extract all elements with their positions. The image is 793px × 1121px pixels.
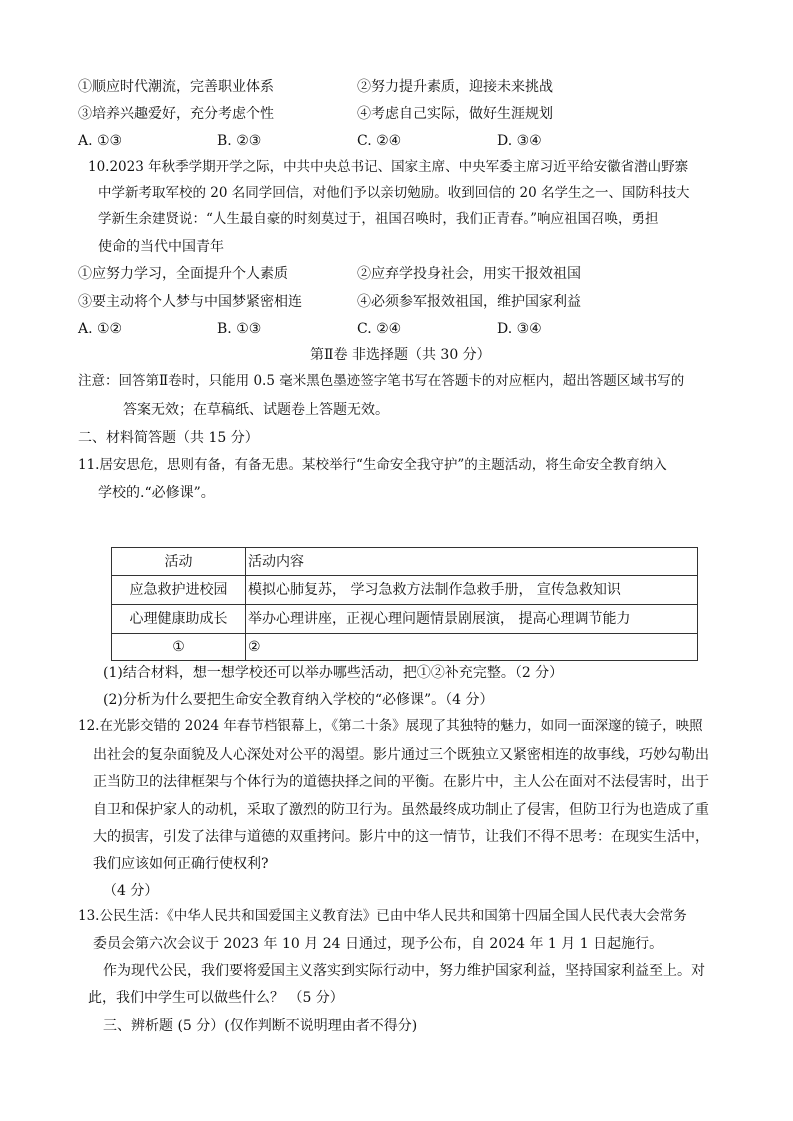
table-cell-activity: 应急救护进校园	[112, 576, 246, 604]
table-row	[112, 634, 697, 660]
activity-table	[111, 547, 698, 661]
section-2-title: 第Ⅱ卷 非选择题（共 30 分）	[310, 347, 491, 363]
q10-option-4: ④必须参军报效祖国，维护国家利益	[357, 294, 581, 310]
q13-stem-line-2: 委员会第六次会议于 2023 年 10 月 24 日通过，现予公布，自 2024 年 1 月 1 日起施行。	[93, 936, 664, 952]
q9-option-4: ④考虑自己实际，做好生涯规划	[357, 106, 553, 122]
q9-option-1: ①顺应时代潮流，完善职业体系	[78, 79, 274, 95]
q10-option-2: ②应弃学投身社会，用实干报效祖国	[357, 266, 581, 282]
q13-stem-line-1: 13.公民生活：《中华人民共和国爱国主义教育法》已由中华人民共和国第十四届全国人民代表大会常务	[78, 908, 687, 924]
q12-stem-line-3: 正当防卫的法律框架与个体行为的道德抉择之间的平衡。在影片中，主人公在面对不法侵害时，出于	[93, 774, 709, 790]
q11-sub-question-1: (1)结合材料，想一想学校还可以举办哪些活动，把①②补充完整。（2 分）	[103, 665, 564, 681]
q10-stem-line-1: 10.2023 年秋季学期开学之际，中共中央总书记、国家主席、中央军委主席习近平给安徽省潜山野寨	[88, 159, 689, 175]
q13-stem-line-4: 此，我们中学生可以做些什么？ （5 分）	[88, 990, 344, 1006]
q11-stem-line-1: 11.居安思危，思则有备，有备无患。某校举行“生命安全我守护”的主题活动，将生命安全教育纳入	[78, 457, 667, 473]
q10-stem-line-3: 学新生余建贤说：“人生最自豪的时刻莫过于，祖国召唤时，我们正青春。”响应祖国召唤，勇担	[98, 211, 659, 227]
q10-option-1: ①应努力学习，全面提升个人素质	[78, 266, 288, 282]
table-cell-activity: 心理健康助成长	[112, 605, 246, 633]
part-3-title: 三、辨析题 (5 分）(仅作判断不说明理由者不得分)	[103, 1018, 418, 1034]
table-cell-blank-1: ①	[112, 634, 246, 660]
q11-stem-line-2: 学校的.“必修课”。	[98, 485, 215, 501]
table-row	[112, 576, 697, 605]
q12-stem-line-6: 我们应该如何正确行使权利?	[93, 856, 269, 872]
table-header-row	[112, 548, 697, 576]
q9-choice-c: C. ②④	[357, 133, 402, 149]
table-cell-blank-2: ②	[248, 639, 261, 655]
q9-choice-d: D. ③④	[497, 133, 542, 149]
q9-choice-a: A. ①③	[78, 133, 123, 149]
q10-stem-line-4: 使命的当代中国青年	[98, 239, 224, 255]
q10-option-3: ③要主动将个人梦与中国梦紧密相连	[78, 294, 302, 310]
table-row	[112, 605, 697, 634]
table-cell-content: 举办心理讲座，正视心理问题情景剧展演， 提高心理调节能力	[248, 611, 631, 627]
q11-sub-question-2: (2)分析为什么要把生命安全教育纳入学校的“必修课”。（4 分）	[103, 692, 494, 708]
table-header-activity: 活动	[112, 548, 246, 575]
q9-option-2: ②努力提升素质，迎接未来挑战	[357, 79, 553, 95]
q12-stem-line-5: 大的损害，引发了法律与道德的双重拷问。影片中的这一情节，让我们不得不思考：在现实生活中，	[93, 829, 709, 845]
q10-choice-a: A. ①②	[78, 321, 123, 337]
q12-stem-line-1: 12.在光影交错的 2024 年春节档银幕上，《第二十条》展现了其独特的魅力，如同一面深邃的镜子，映照	[78, 718, 703, 734]
q10-choice-d: D. ③④	[497, 321, 542, 337]
q13-stem-line-3: 作为现代公民，我们要将爱国主义落实到实际行动中，努力维护国家利益，坚持国家利益至上。对	[103, 963, 705, 979]
q12-stem-line-4: 自卫和保护家人的动机，采取了激烈的防卫行为。虽然最终成功制止了侵害，但防卫行为也造成了重	[93, 802, 709, 818]
q10-choice-b: B. ①③	[217, 321, 262, 337]
q10-choice-c: C. ②④	[357, 321, 402, 337]
section-2-note-line-1: 注意：回答第Ⅱ卷时，只能用 0.5 毫米黑色墨迹签字笔书写在答题卡的对应框内，超出答题区域书写的	[78, 373, 685, 389]
table-header-content: 活动内容	[248, 553, 304, 570]
section-2-note-line-2: 答案无效；在草稿纸、试题卷上答题无效。	[123, 402, 389, 418]
part-2-title: 二、材料简答题（共 15 分）	[78, 430, 259, 446]
q12-stem-line-2: 出社会的复杂面貌及人心深处对公平的渴望。影片通过三个既独立又紧密相连的故事线，巧妙勾勒出	[93, 747, 709, 763]
q9-choice-b: B. ②③	[217, 133, 262, 149]
q10-stem-line-2: 中学新考取军校的 20 名同学回信，对他们予以亲切勉励。收到回信的 20 名学生之一、国防科技大	[98, 185, 690, 201]
q12-score: （4 分）	[103, 883, 159, 899]
table-cell-content: 模拟心肺复苏， 学习急救方法制作急救手册， 宣传急救知识	[248, 582, 621, 598]
q9-option-3: ③培养兴趣爱好，充分考虑个性	[78, 106, 274, 122]
